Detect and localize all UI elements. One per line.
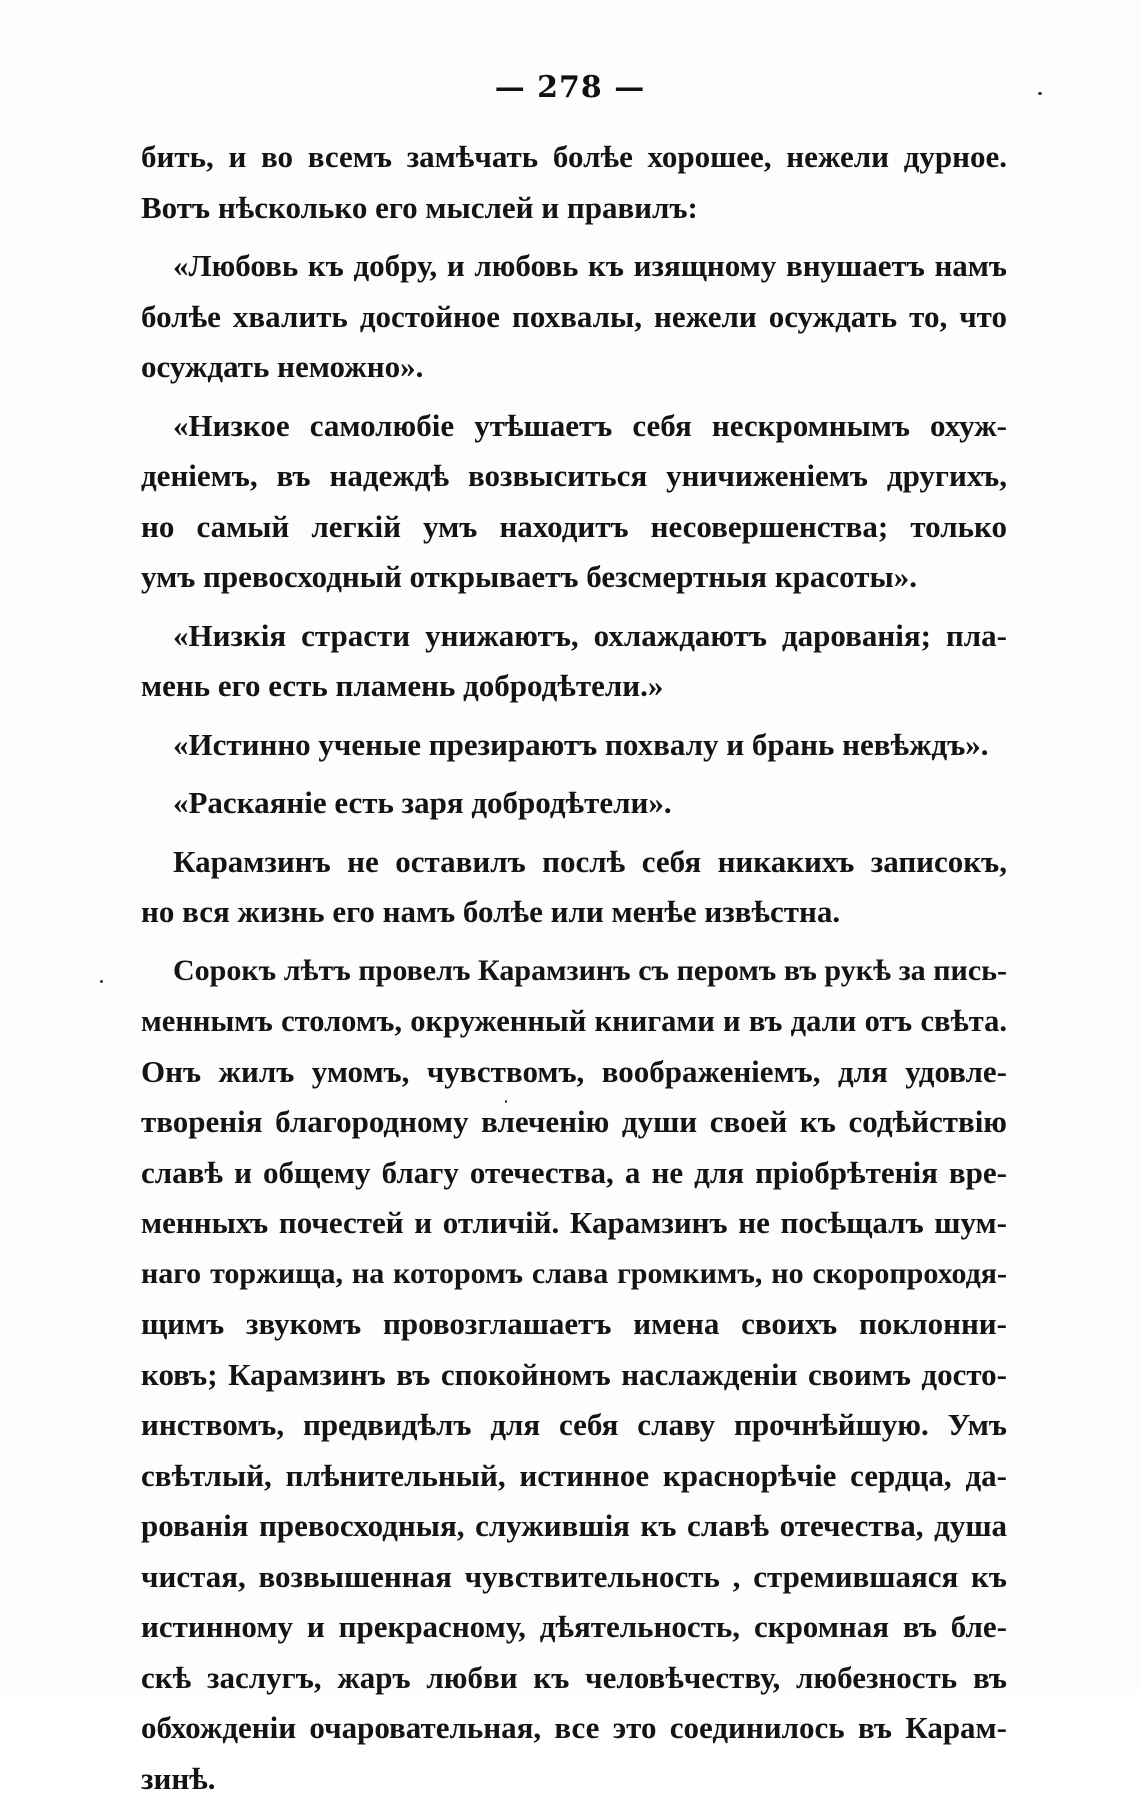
text-line: славѣ и общему благу отечества, а не для пріобрѣтенія вре- <box>141 1148 1007 1199</box>
text-line: «Раскаяніе есть заря добродѣтели». <box>141 778 1007 829</box>
text-line: Вотъ нѣсколько его мыслей и правилъ: <box>141 183 1007 234</box>
text-line: деніемъ, въ надеждѣ возвыситься уничиженіемъ другихъ, <box>141 451 1007 502</box>
text-line: ковъ; Карамзинъ въ спокойномъ наслажденіи своимъ досто- <box>141 1350 1007 1401</box>
text-line: чистая, возвышенная чувствительность , стремившаяся къ <box>141 1552 1007 1603</box>
paragraph <box>141 720 1007 771</box>
ink-speck <box>1038 92 1042 95</box>
text-line: менныхъ почестей и отличій. Карамзинъ не посѣщалъ шум- <box>141 1198 1007 1249</box>
ink-speck <box>505 1100 507 1103</box>
text-line: болѣе хвалить достойное похвалы, нежели осуждать то, что <box>141 292 1007 343</box>
text-line: истинному и прекрасному, дѣятельность, скромная въ бле- <box>141 1602 1007 1653</box>
text-line: «Низкія страсти унижаютъ, охлаждаютъ дарованія; пла- <box>141 611 1007 662</box>
text-line: осуждать неможно». <box>141 342 1007 393</box>
paragraph-gap <box>141 603 1007 611</box>
paragraph-gap <box>141 938 1007 946</box>
body-text <box>141 132 1007 1804</box>
text-line: но самый легкій умъ находитъ несовершенства; только <box>141 502 1007 553</box>
text-line: «Истинно ученые презираютъ похвалу и брань невѣждъ». <box>141 720 1007 771</box>
paragraph <box>141 132 1007 233</box>
text-line: мень его есть пламень добродѣтели.» <box>141 661 1007 712</box>
paragraph-gap <box>141 712 1007 720</box>
paragraph <box>141 837 1007 938</box>
text-line: обхожденіи очаровательная, все это соединилось въ Карам- <box>141 1703 1007 1754</box>
paragraph-gap <box>141 829 1007 837</box>
paragraph-gap <box>141 770 1007 778</box>
paragraph <box>141 241 1007 393</box>
text-line: но вся жизнь его намъ болѣе или менѣе извѣстна. <box>141 887 1007 938</box>
paragraph <box>141 946 1007 1804</box>
paragraph-gap <box>141 233 1007 241</box>
text-line: «Любовь къ добру, и любовь къ изящному внушаетъ намъ <box>141 241 1007 292</box>
text-line: умъ превосходный открываетъ безсмертныя красоты». <box>141 552 1007 603</box>
text-line: творенія благородному влеченію души своей къ содѣйствію <box>141 1097 1007 1148</box>
text-line: зинѣ. <box>141 1754 1007 1804</box>
text-line: наго торжища, на которомъ слава громкимъ, но скоропроходя- <box>141 1249 1007 1300</box>
paragraph-gap <box>141 393 1007 401</box>
ink-speck <box>100 980 103 983</box>
text-line: меннымъ столомъ, окруженный книгами и въ дали отъ свѣта. <box>141 996 1007 1047</box>
page-number: — 278 — <box>0 70 1140 105</box>
paragraph <box>141 401 1007 603</box>
text-line: щимъ звукомъ провозглашаетъ имена своихъ поклонни- <box>141 1299 1007 1350</box>
text-line: Карамзинъ не оставилъ послѣ себя никакихъ записокъ, <box>141 837 1007 888</box>
text-line: скѣ заслугъ, жаръ любви къ человѣчеству, любезность въ <box>141 1653 1007 1704</box>
text-line: Онъ жилъ умомъ, чувствомъ, воображеніемъ, для удовле- <box>141 1047 1007 1098</box>
text-line: инствомъ, предвидѣлъ для себя славу прочнѣйшую. Умъ <box>141 1400 1007 1451</box>
text-line: Сорокъ лѣтъ провелъ Карамзинъ съ перомъ въ рукѣ за пись- <box>141 946 1007 997</box>
paragraph <box>141 778 1007 829</box>
paragraph <box>141 611 1007 712</box>
text-line: бить, и во всемъ замѣчать болѣе хорошее, нежели дурное. <box>141 132 1007 183</box>
text-line: «Низкое самолюбіе утѣшаетъ себя нескромнымъ охуж- <box>141 401 1007 452</box>
text-line: рованія превосходныя, служившія къ славѣ отечества, душа <box>141 1501 1007 1552</box>
text-line: свѣтлый, плѣнительный, истинное краснорѣчіе сердца, да- <box>141 1451 1007 1502</box>
